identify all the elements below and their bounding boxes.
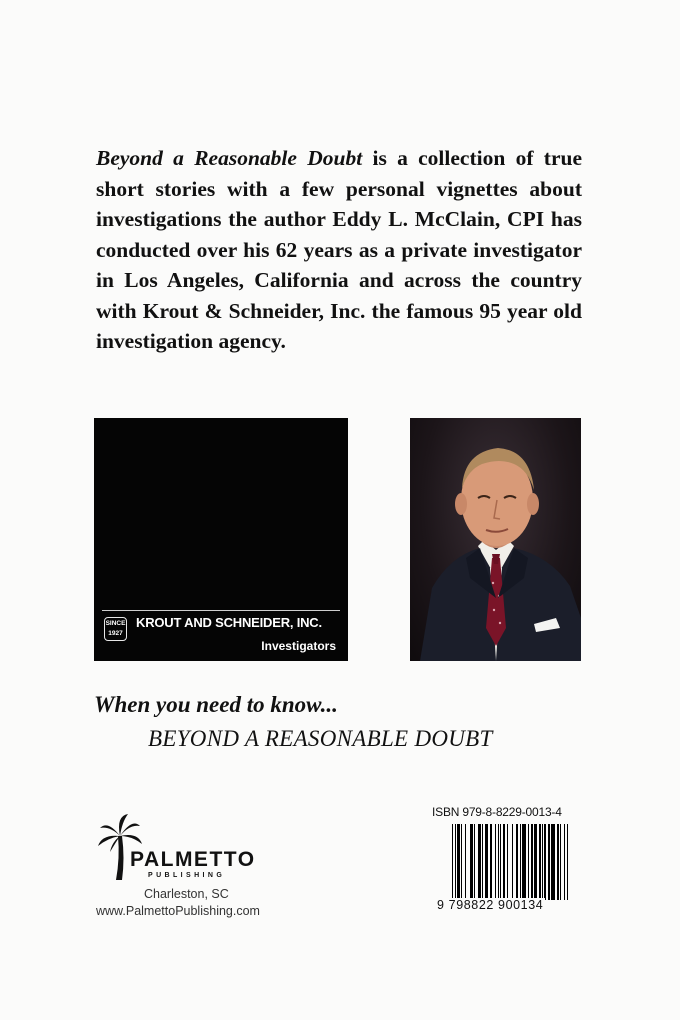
publisher-name: PALMETTO [130, 848, 256, 871]
blurb-book-title: Beyond a Reasonable Doubt [96, 146, 363, 170]
barcode-digits [435, 898, 545, 912]
author-portrait [410, 418, 581, 661]
barcode-space [568, 824, 569, 900]
author-portrait-illustration [410, 418, 581, 661]
barcode-bars [452, 824, 570, 900]
logo-divider [102, 610, 340, 611]
tagline-line-2: BEYOND A REASONABLE DOUBT [148, 726, 493, 751]
barcode-digits-left: 798822 [448, 898, 494, 912]
agency-name: KROUT AND SCHNEIDER, INC. [136, 615, 322, 630]
barcode-digit-first: 9 [437, 898, 445, 912]
isbn-barcode [432, 800, 580, 915]
publisher-city: Charleston, SC [144, 887, 229, 901]
since-badge [104, 617, 127, 641]
back-cover-blurb [96, 143, 582, 357]
publisher-url: www.PalmettoPublishing.com [96, 904, 260, 918]
publisher-subname: PUBLISHING [148, 872, 226, 879]
isbn-label: ISBN 979-8-8229-0013-4 [432, 805, 562, 819]
agency-subtitle: Investigators [261, 639, 336, 653]
publisher-logo [96, 814, 296, 924]
since-year: 1927 [108, 630, 123, 637]
agency-logo-image [94, 418, 348, 661]
since-label: SINCE [105, 620, 126, 627]
tagline-line-1: When you need to know... [94, 692, 338, 717]
blurb-text: is a collection of true short stories with a few personal vignettes about investigations the author Eddy L. McClain, CPI has conducted over his 62 years as a private investigator in Los Angeles, California and across the country with Krout & Schneider, Inc. the famous 95 year old investigation agency. [96, 146, 582, 353]
barcode-digits-right: 900134 [498, 898, 544, 912]
